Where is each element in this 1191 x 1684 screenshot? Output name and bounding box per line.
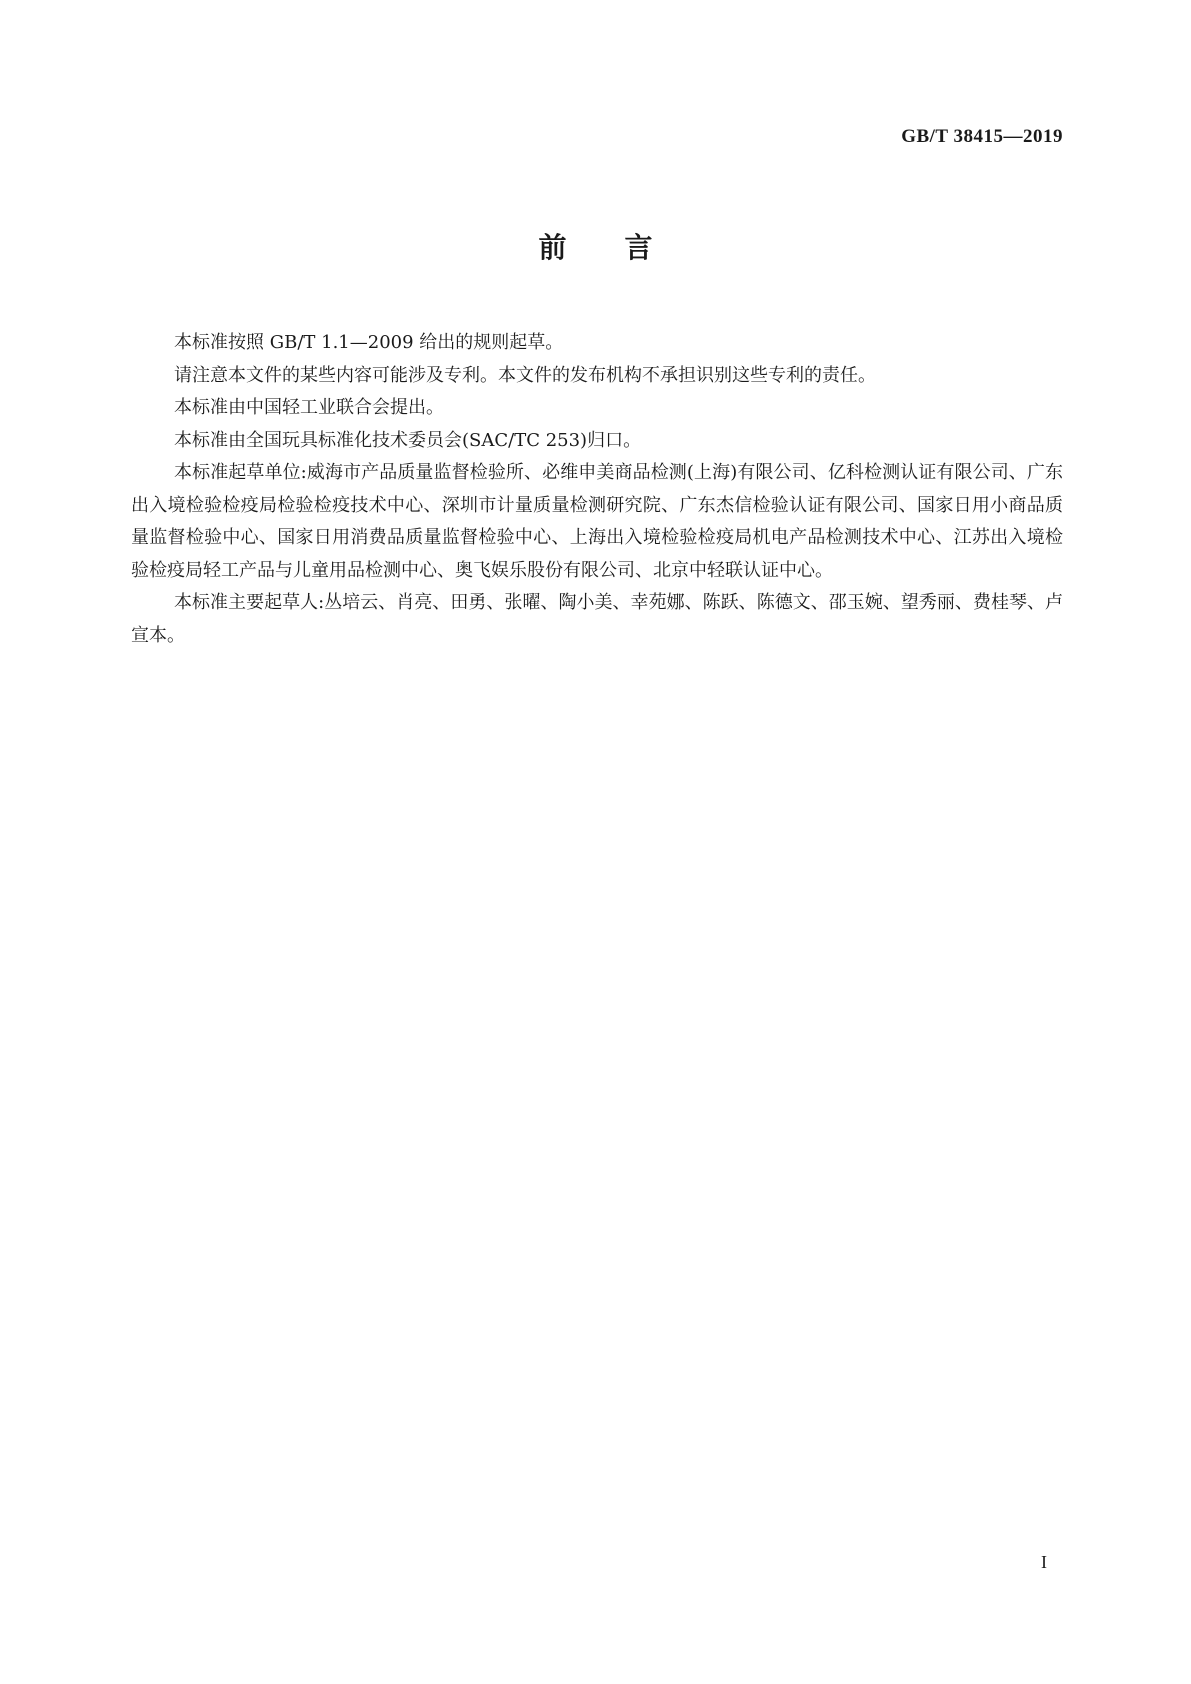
paragraph-drafting-rules: 本标准按照 GB/T 1.1—2009 给出的规则起草。 — [174, 332, 564, 353]
paragraph-drafting-units: 本标准起草单位:威海市产品质量监督检验所、必维申美商品检测(上海)有限公司、亿科检测认证有限公司、广东出入境检验检疫局检验检疫技术中心、深圳市计量质量检测研究院、广东杰信检验认证有限公司、国家日用小商品质量监督检验中心、国家日用消费品质量监督检验中心、上海出入境检验检疫局机电产品检测技术中心、江苏出入境检验检疫局轻工产品与儿童用品检测中心、奥飞娱乐股份有限公司、北京中轻联认证中心。 — [131, 462, 1063, 581]
paragraph-patent-notice: 请注意本文件的某些内容可能涉及专利。本文件的发布机构不承担识别这些专利的责任。 — [174, 364, 876, 386]
page-title: 前言 — [538, 231, 711, 264]
standard-number: GB/T 38415—2019 — [901, 126, 1063, 147]
paragraph-drafters: 本标准主要起草人:丛培云、肖亮、田勇、张曜、陶小美、幸苑娜、陈跃、陈德文、邵玉婉、望秀丽、费桂琴、卢宣本。 — [131, 592, 1063, 646]
paragraph-committee: 本标准由全国玩具标准化技术委员会(SAC/TC 253)归口。 — [174, 429, 642, 451]
paragraph-proposer: 本标准由中国轻工业联合会提出。 — [174, 397, 444, 418]
page-number: I — [1041, 1552, 1047, 1572]
foreword-body — [131, 327, 1063, 652]
